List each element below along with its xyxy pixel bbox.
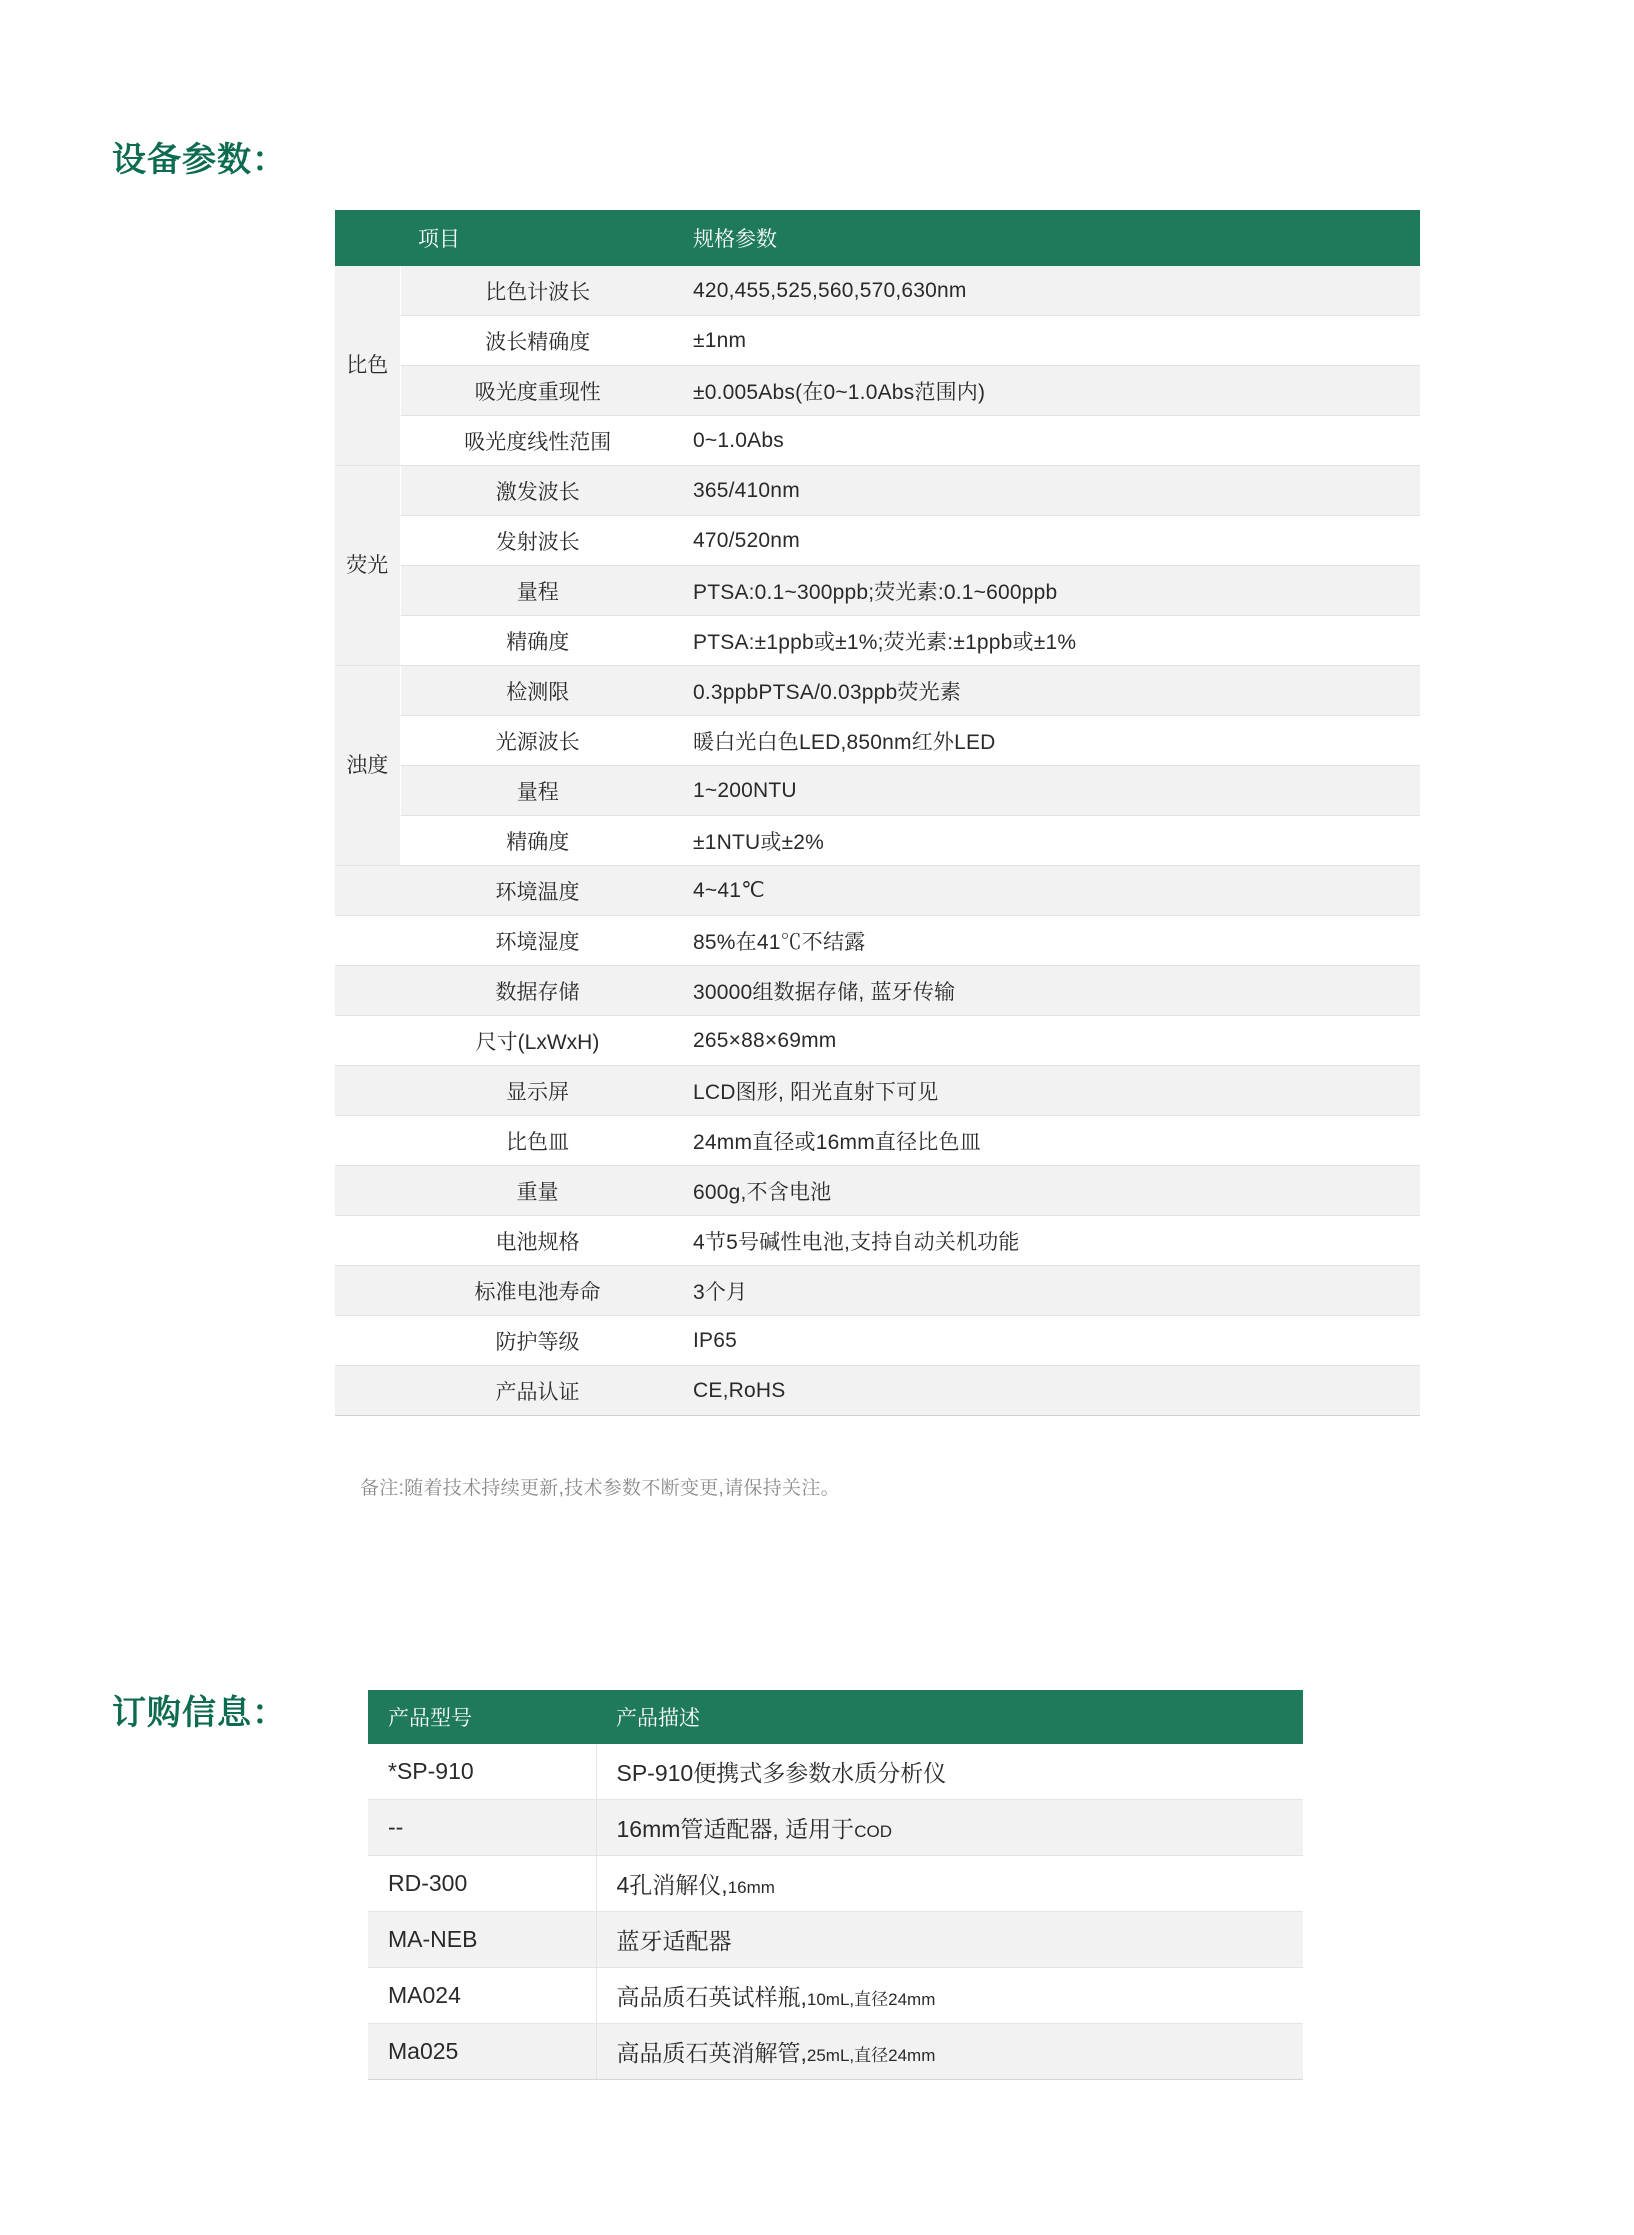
spec-table-note: 备注:随着技术持续更新,技术参数不断变更,请保持关注。	[360, 1478, 840, 1499]
spec-value: ±1nm	[675, 316, 1420, 366]
table-row	[335, 266, 1420, 316]
order-description	[596, 1800, 1303, 1856]
spec-value: 3个月	[675, 1266, 1420, 1316]
spec-item: 比色皿	[400, 1116, 675, 1166]
table-row	[335, 1366, 1420, 1416]
spec-group-label: 浊度	[335, 666, 400, 866]
spec-item: 波长精确度	[400, 316, 675, 366]
spec-item: 标准电池寿命	[400, 1266, 675, 1316]
list-item	[368, 1744, 1303, 1800]
order-header-description: 产品描述	[596, 1690, 1303, 1744]
order-model: Ma025	[368, 2024, 596, 2080]
order-model: *SP-910	[368, 1744, 596, 1800]
order-description-text: 高品质石英消解管,	[616, 2040, 807, 2066]
order-description-text: 16mm管适配器, 适用于	[616, 1816, 855, 1842]
order-description-text: SP-910便携式多参数水质分析仪	[616, 1760, 947, 1786]
order-table-header-row	[368, 1690, 1303, 1744]
table-row	[335, 366, 1420, 416]
spec-value: 85%在41℃不结露	[675, 916, 1420, 966]
table-row	[335, 716, 1420, 766]
table-row	[335, 466, 1420, 516]
table-row	[335, 1016, 1420, 1066]
spec-item: 量程	[400, 766, 675, 816]
order-model: MA-NEB	[368, 1912, 596, 1968]
order-model: --	[368, 1800, 596, 1856]
order-description-unit: COD	[854, 1822, 892, 1841]
spec-header-item: 项目	[400, 210, 675, 266]
list-item	[368, 1912, 1303, 1968]
spec-group-label: 比色	[335, 266, 400, 466]
spec-group-blank	[335, 1266, 400, 1316]
spec-item: 显示屏	[400, 1066, 675, 1116]
order-description-text: 蓝牙适配器	[616, 1928, 732, 1954]
spec-header-value: 规格参数	[675, 210, 1420, 266]
spec-item: 重量	[400, 1166, 675, 1216]
spec-value: IP65	[675, 1316, 1420, 1366]
spec-item: 量程	[400, 566, 675, 616]
order-description-unit: 25mL,直径24mm	[806, 2046, 936, 2065]
order-description	[596, 1912, 1303, 1968]
order-description-text: 高品质石英试样瓶,	[616, 1984, 807, 2010]
spec-value: 24mm直径或16mm直径比色皿	[675, 1116, 1420, 1166]
spec-item: 发射波长	[400, 516, 675, 566]
spec-value: 600g,不含电池	[675, 1166, 1420, 1216]
spec-item: 激发波长	[400, 466, 675, 516]
spec-table	[335, 210, 1420, 1416]
spec-header-group	[335, 210, 400, 266]
table-row	[335, 1266, 1420, 1316]
spec-value: PTSA:±1ppb或±1%;荧光素:±1ppb或±1%	[675, 616, 1420, 666]
spec-group-blank	[335, 1166, 400, 1216]
spec-table-container	[335, 210, 1420, 1416]
order-header-model: 产品型号	[368, 1690, 596, 1744]
spec-item: 电池规格	[400, 1216, 675, 1266]
spec-group-blank	[335, 1316, 400, 1366]
spec-item: 环境温度	[400, 866, 675, 916]
order-description	[596, 1856, 1303, 1912]
spec-item: 产品认证	[400, 1366, 675, 1416]
list-item	[368, 1968, 1303, 2024]
spec-value: 暖白光白色LED,850nm红外LED	[675, 716, 1420, 766]
table-row	[335, 416, 1420, 466]
spec-value: 420,455,525,560,570,630nm	[675, 266, 1420, 316]
table-row	[335, 1066, 1420, 1116]
order-description	[596, 1968, 1303, 2024]
spec-item: 防护等级	[400, 1316, 675, 1366]
table-row	[335, 616, 1420, 666]
spec-item: 检测限	[400, 666, 675, 716]
spec-item: 尺寸(LxWxH)	[400, 1016, 675, 1066]
table-row	[335, 1216, 1420, 1266]
spec-value: LCD图形, 阳光直射下可见	[675, 1066, 1420, 1116]
spec-group-blank	[335, 1066, 400, 1116]
table-row	[335, 566, 1420, 616]
spec-value: ±0.005Abs(在0~1.0Abs范围内)	[675, 366, 1420, 416]
spec-item: 精确度	[400, 816, 675, 866]
order-description-unit: 10mL,直径24mm	[806, 1990, 936, 2009]
spec-table-header-row	[335, 210, 1420, 266]
spec-value: CE,RoHS	[675, 1366, 1420, 1416]
table-row	[335, 516, 1420, 566]
spec-item: 数据存储	[400, 966, 675, 1016]
table-row	[335, 666, 1420, 716]
order-table	[368, 1690, 1303, 2080]
spec-item: 吸光度重现性	[400, 366, 675, 416]
table-row	[335, 1116, 1420, 1166]
spec-value: 30000组数据存储, 蓝牙传输	[675, 966, 1420, 1016]
order-model: MA024	[368, 1968, 596, 2024]
spec-group-blank	[335, 866, 400, 916]
spec-item: 精确度	[400, 616, 675, 666]
spec-item: 光源波长	[400, 716, 675, 766]
order-description-text: 4孔消解仪,	[616, 1872, 728, 1898]
specs-section-heading: 设备参数：	[112, 141, 287, 179]
spec-group-label: 荧光	[335, 466, 400, 666]
table-row	[335, 316, 1420, 366]
table-row	[335, 816, 1420, 866]
spec-value: 365/410nm	[675, 466, 1420, 516]
spec-value: 0.3ppbPTSA/0.03ppb荧光素	[675, 666, 1420, 716]
spec-group-blank	[335, 1366, 400, 1416]
table-row	[335, 916, 1420, 966]
list-item	[368, 1856, 1303, 1912]
spec-group-blank	[335, 916, 400, 966]
spec-value: 1~200NTU	[675, 766, 1420, 816]
spec-group-blank	[335, 1216, 400, 1266]
spec-value: 4节5号碱性电池,支持自动关机功能	[675, 1216, 1420, 1266]
table-row	[335, 766, 1420, 816]
order-description	[596, 1744, 1303, 1800]
spec-value: 470/520nm	[675, 516, 1420, 566]
list-item	[368, 1800, 1303, 1856]
spec-value: 0~1.0Abs	[675, 416, 1420, 466]
spec-value: 4~41℃	[675, 866, 1420, 916]
table-row	[335, 1166, 1420, 1216]
spec-value: ±1NTU或±2%	[675, 816, 1420, 866]
spec-item: 比色计波长	[400, 266, 675, 316]
order-model: RD-300	[368, 1856, 596, 1912]
spec-value: PTSA:0.1~300ppb;荧光素:0.1~600ppb	[675, 566, 1420, 616]
spec-group-blank	[335, 1016, 400, 1066]
order-table-container	[368, 1690, 1303, 2080]
order-section-heading: 订购信息：	[112, 1694, 287, 1732]
spec-value: 265×88×69mm	[675, 1016, 1420, 1066]
spec-group-blank	[335, 1116, 400, 1166]
spec-item: 吸光度线性范围	[400, 416, 675, 466]
table-row	[335, 866, 1420, 916]
order-description	[596, 2024, 1303, 2080]
table-row	[335, 966, 1420, 1016]
list-item	[368, 2024, 1303, 2080]
spec-group-blank	[335, 966, 400, 1016]
spec-item: 环境湿度	[400, 916, 675, 966]
order-description-unit: 16mm	[727, 1878, 775, 1897]
table-row	[335, 1316, 1420, 1366]
